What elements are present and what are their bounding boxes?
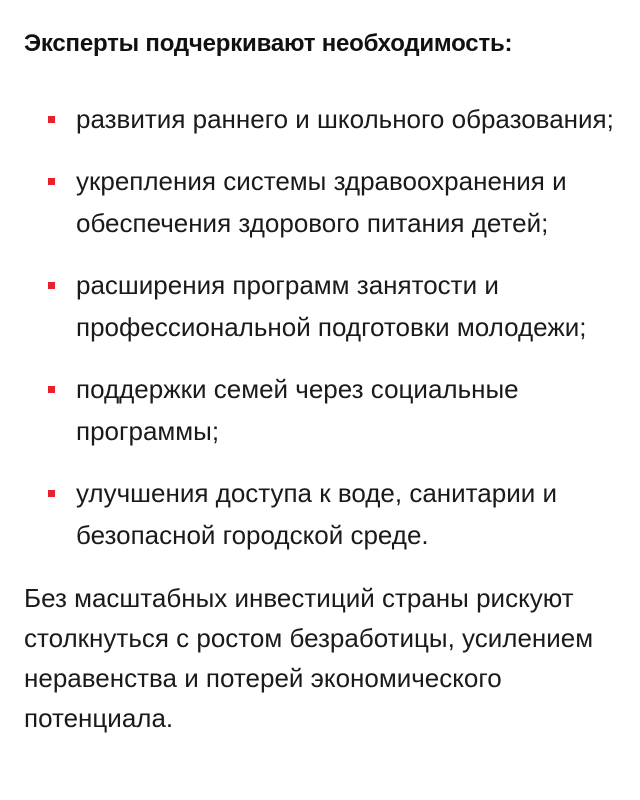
square-bullet-icon [48, 386, 55, 393]
list-item-text: поддержки семей через социальные программы; [76, 374, 519, 446]
square-bullet-icon [48, 178, 55, 185]
list-item [24, 98, 616, 140]
square-bullet-icon [48, 490, 55, 497]
conclusion-paragraph: Без масштабных инвестиций страны рискуют столкнуться с ростом безработицы, усилением неравенства и потерей экономического потенциала. [24, 583, 594, 733]
list-item [24, 160, 616, 244]
square-bullet-icon [48, 116, 55, 123]
list-item-text: укрепления системы здравоохранения и обеспечения здорового питания детей; [76, 166, 567, 238]
recommendations-list [24, 98, 616, 556]
list-item [24, 368, 616, 452]
list-item-text: развития раннего и школьного образования; [76, 104, 614, 134]
article-heading: Эксперты подчеркивают необходимость: [24, 30, 513, 57]
list-item [24, 264, 616, 348]
square-bullet-icon [48, 282, 55, 289]
list-item-text: расширения программ занятости и профессиональной подготовки молодежи; [76, 270, 587, 342]
list-item-text: улучшения доступа к воде, санитарии и безопасной городской среде. [76, 478, 557, 550]
list-item [24, 472, 616, 556]
